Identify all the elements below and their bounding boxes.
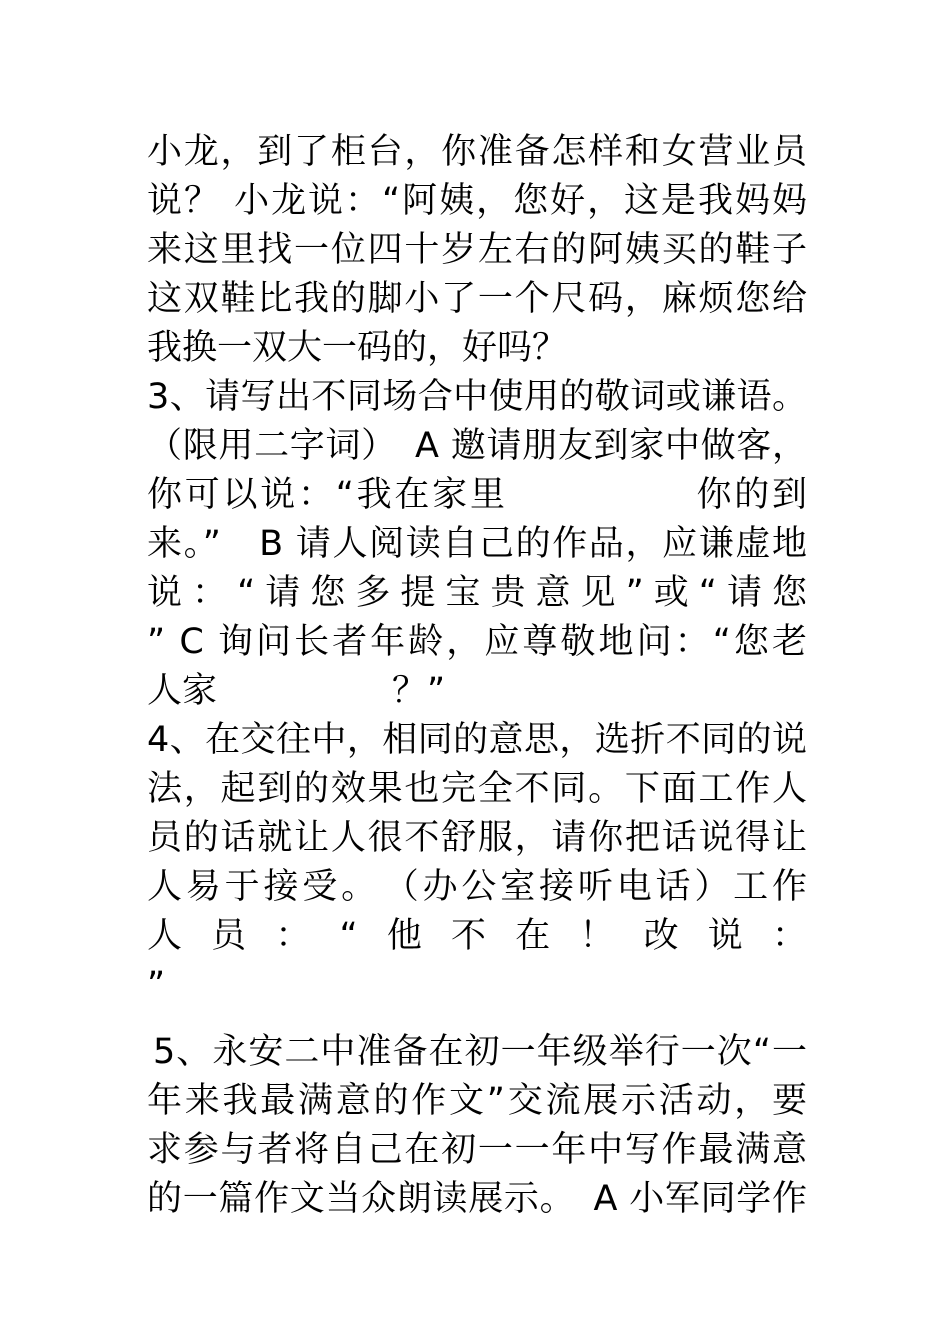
text-line: 求参与者将自己在初一一年中写作最满意 <box>147 1130 807 1170</box>
text-line: 我换一双大一码的，好吗？ <box>147 328 568 368</box>
question-4-heading: 4、在交往中，相同的意思，选折不同的说 <box>147 720 807 760</box>
text-line: 的一篇作文当众朗读展示。 A 小军同学作 <box>147 1179 807 1219</box>
text-line: 年来我最满意的作文”交流展示活动，要 <box>147 1081 807 1121</box>
text-line: 法，起到的效果也完全不同。下面工作人 <box>147 769 807 809</box>
text-line: 这双鞋比我的脚小了一个尺码，麻烦您给 <box>147 279 807 319</box>
document-body <box>147 128 807 1224</box>
text-line: 说？ 小龙说：“阿姨，您好，这是我妈妈 <box>147 181 807 221</box>
text-line: ” <box>147 965 166 1005</box>
question-3-heading: 3、请写出不同场合中使用的敬词或谦语。 <box>147 377 807 417</box>
text-line: （限用二字词） A 邀请朋友到家中做客， <box>147 426 807 466</box>
text-line: 人员：“他不在！改说： <box>147 916 807 956</box>
question-5-heading: 5、永安二中准备在初一年级举行一次“一 <box>153 1032 807 1072</box>
text-line: ” C 询问长者年龄，应尊敬地问：“您老 <box>147 622 807 662</box>
text-line: 来。” B 请人阅读自己的作品，应谦虚地 <box>147 524 807 564</box>
text-line: 员的话就让人很不舒服，请你把话说得让 <box>147 818 807 858</box>
text-line: 小龙，到了柜台，你准备怎样和女营业员 <box>147 132 807 172</box>
text-line: 来这里找一位四十岁左右的阿姨买的鞋子 <box>147 230 807 270</box>
text-line: 说：“请您多提宝贵意见”或“请您 <box>147 573 807 613</box>
text-line: 人家 ？” <box>147 671 446 711</box>
text-line: 人易于接受。 （办公室接听电话）工作 <box>147 867 807 907</box>
text-line: 你可以说：“我在家里 你的到 <box>147 475 807 515</box>
